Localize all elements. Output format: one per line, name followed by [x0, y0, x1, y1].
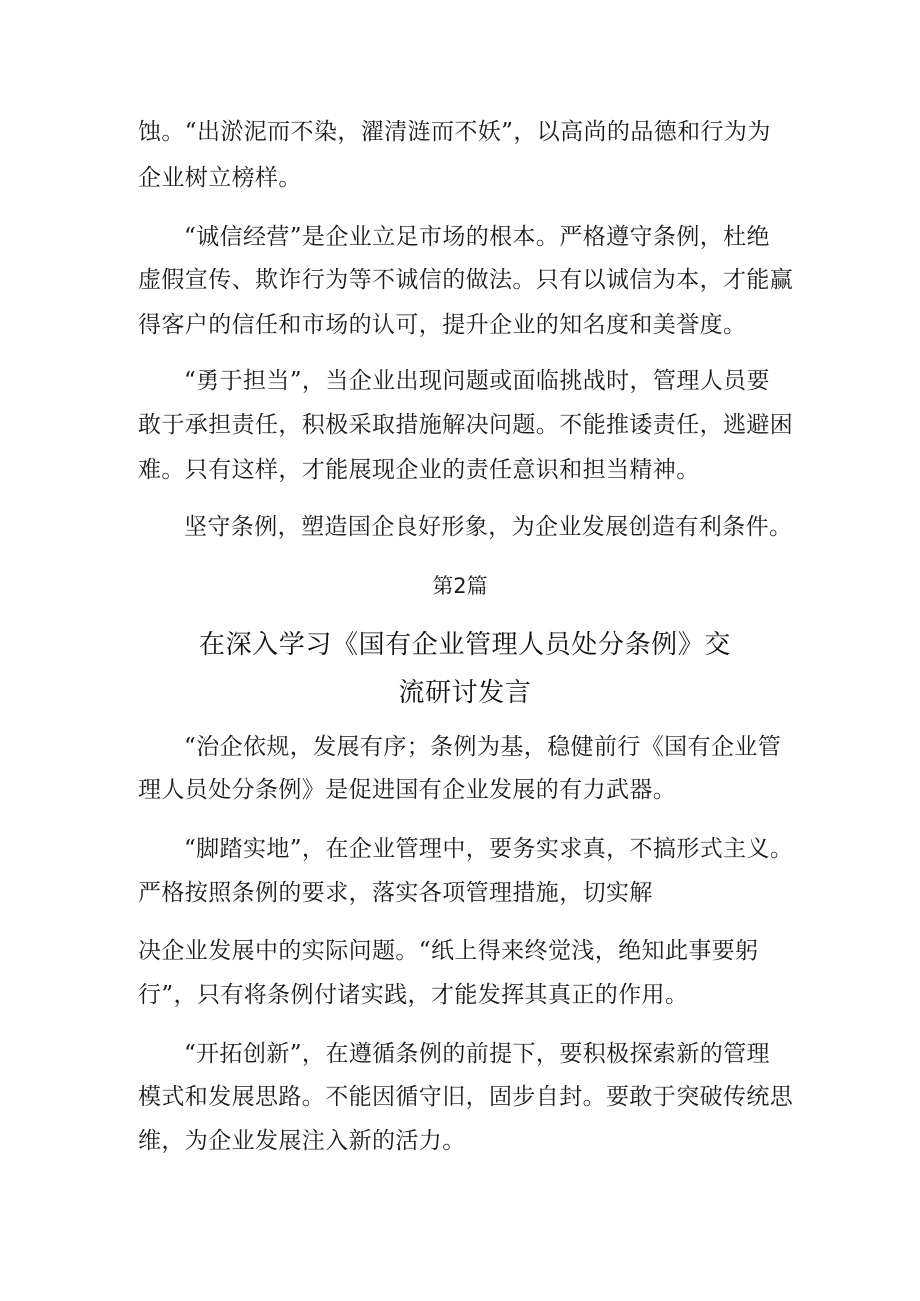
- paragraph-line: 虚假宣传、欺诈行为等不诚信的做法。只有以诚信为本，才能赢: [138, 267, 794, 293]
- paragraph-line: 蚀。“出淤泥而不染，濯清涟而不妖”，以高尚的品德和行为为: [138, 119, 771, 145]
- paragraph-line: 企业树立榜样。: [138, 165, 302, 191]
- paragraph-line: 难。只有这样，才能展现企业的责任意识和担当精神。: [138, 457, 700, 483]
- paragraph-line: 模式和发展思路。不能因循守旧，固步自封。要敢于突破传统思: [138, 1084, 794, 1110]
- paragraph-line: “诚信经营”是企业立足市场的根本。严格遵守条例，杜绝: [184, 224, 770, 250]
- paragraph-line: 维，为企业发展注入新的活力。: [138, 1128, 466, 1154]
- paragraph-line: 理人员处分条例》是促进国有企业发展的有力武器。: [138, 777, 677, 803]
- paragraph-line: 敢于承担责任，积极采取措施解决问题。不能推诿责任，逃避困: [138, 412, 794, 438]
- paragraph-line: “开拓创新”，在遵循条例的前提下，要积极探索新的管理: [184, 1041, 770, 1067]
- paragraph-line: “治企依规，发展有序；条例为基，稳健前行《国有企业管: [184, 734, 782, 760]
- paragraph-line: 决企业发展中的实际问题。“纸上得来终觉浅，绝知此事要躬: [138, 938, 759, 964]
- paragraph-line: 严格按照条例的要求，落实各项管理措施，切实解: [138, 880, 653, 906]
- article-title: 流研讨发言: [398, 678, 532, 708]
- section-label: 第2篇: [432, 574, 488, 598]
- paragraph-line: “脚踏实地”，在企业管理中，要务实求真，不搞形式主义。: [184, 836, 794, 862]
- article-title: 在深入学习《国有企业管理人员处分条例》交: [198, 630, 731, 660]
- paragraph-line: 行”，只有将条例付诸实践，才能发挥其真正的作用。: [138, 982, 689, 1008]
- paragraph-line: 坚守条例，塑造国企良好形象，为企业发展创造有利条件。: [184, 514, 793, 540]
- paragraph-line: 得客户的信任和市场的认可，提升企业的知名度和美誉度。: [138, 312, 747, 338]
- paragraph-line: “勇于担当”，当企业出现问题或面临挑战时，管理人员要: [184, 368, 770, 394]
